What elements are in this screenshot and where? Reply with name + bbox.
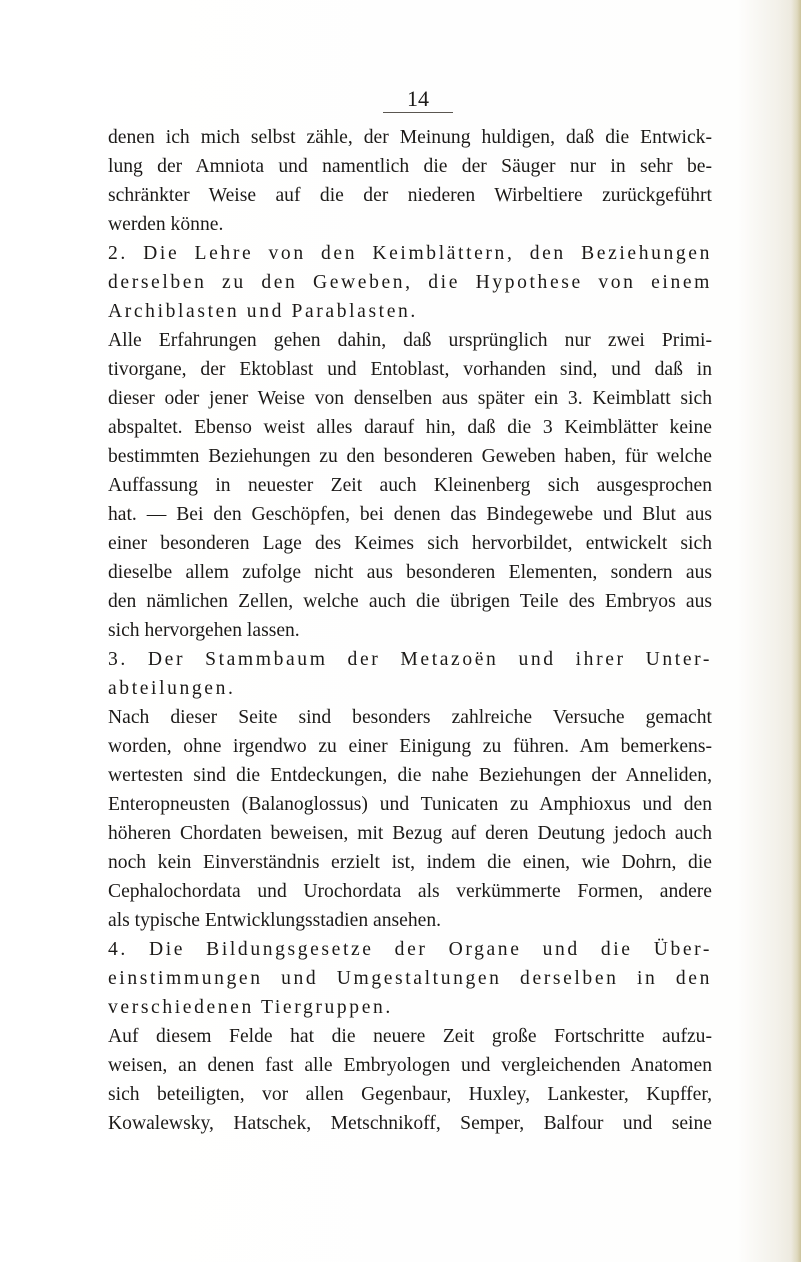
text-line: lung der Amniota und namentlich die der Säuger nur in sehr be- bbox=[108, 156, 712, 177]
text-line: einer besonderen Lage des Keimes sich hervorbildet, entwickelt sich bbox=[108, 533, 712, 554]
text-line: schränkter Weise auf die der niederen Wirbeltiere zurückgeführt bbox=[108, 185, 712, 206]
text-line: Enteropneusten (Balanoglossus) und Tunicaten zu Amphioxus und den bbox=[108, 794, 712, 815]
section-heading-line: 2. Die Lehre von den Keimblättern, den Beziehungen bbox=[108, 243, 712, 264]
text-line: Auffassung in neuester Zeit auch Kleinenberg sich ausgesprochen bbox=[108, 475, 712, 496]
text-line: wertesten sind die Entdeckungen, die nahe Beziehungen der Anneliden, bbox=[108, 765, 712, 786]
text-line: worden, ohne irgendwo zu einer Einigung zu führen. Am bemerkens- bbox=[108, 736, 712, 757]
text-line: den nämlichen Zellen, welche auch die übrigen Teile des Embryos aus bbox=[108, 591, 712, 612]
text-line: denen ich mich selbst zähle, der Meinung huldigen, daß die Entwick- bbox=[108, 127, 712, 148]
section-heading-line: verschiedenen Tiergruppen. bbox=[108, 997, 393, 1018]
text-line: werden könne. bbox=[108, 214, 224, 235]
text-line: Cephalochordata und Urochordata als verkümmerte Formen, andere bbox=[108, 881, 712, 902]
body-text bbox=[108, 123, 712, 1138]
section-heading-line: 4. Die Bildungsgesetze der Organe und die Über- bbox=[108, 939, 712, 960]
text-line: tivorgane, der Ektoblast und Entoblast, vorhanden sind, und daß in bbox=[108, 359, 712, 380]
text-line: sich hervorgehen lassen. bbox=[108, 620, 300, 641]
page-edge-shading bbox=[791, 0, 801, 1262]
text-line: hat. — Bei den Geschöpfen, bei denen das Bindegewebe und Blut aus bbox=[108, 504, 712, 525]
text-line: sich beteiligten, vor allen Gegenbaur, Huxley, Lankester, Kupffer, bbox=[108, 1084, 712, 1105]
section-heading-line: 3. Der Stammbaum der Metazoën und ihrer Unter- bbox=[108, 649, 712, 670]
text-line: dieser oder jener Weise von denselben aus später ein 3. Keimblatt sich bbox=[108, 388, 712, 409]
text-line: weisen, an denen fast alle Embryologen und vergleichenden Anatomen bbox=[108, 1055, 712, 1076]
section-heading-line: abteilungen. bbox=[108, 678, 236, 699]
text-line: bestimmten Beziehungen zu den besonderen Geweben haben, für welche bbox=[108, 446, 712, 467]
section-heading-line: Archiblasten und Parablasten. bbox=[108, 301, 418, 322]
page-number: 14 bbox=[383, 86, 453, 113]
text-line: Nach dieser Seite sind besonders zahlreiche Versuche gemacht bbox=[108, 707, 712, 728]
text-line: noch kein Einverständnis erzielt ist, indem die einen, wie Dohrn, die bbox=[108, 852, 712, 873]
text-line: Kowalewsky, Hatschek, Metschnikoff, Semper, Balfour und seine bbox=[108, 1113, 712, 1134]
text-line: als typische Entwicklungsstadien ansehen. bbox=[108, 910, 442, 931]
section-heading-line: derselben zu den Geweben, die Hypothese von einem bbox=[108, 272, 712, 293]
text-line: Auf diesem Felde hat die neuere Zeit große Fortschritte aufzu- bbox=[108, 1026, 712, 1047]
section-heading-line: einstimmungen und Umgestaltungen derselben in den bbox=[108, 968, 712, 989]
text-line: höheren Chordaten beweisen, mit Bezug auf deren Deutung jedoch auch bbox=[108, 823, 712, 844]
text-line: abspaltet. Ebenso weist alles darauf hin, daß die 3 Keimblätter keine bbox=[108, 417, 712, 438]
text-line: dieselbe allem zufolge nicht aus besonderen Elementen, sondern aus bbox=[108, 562, 712, 583]
text-line: Alle Erfahrungen gehen dahin, daß ursprünglich nur zwei Primi- bbox=[108, 330, 712, 351]
